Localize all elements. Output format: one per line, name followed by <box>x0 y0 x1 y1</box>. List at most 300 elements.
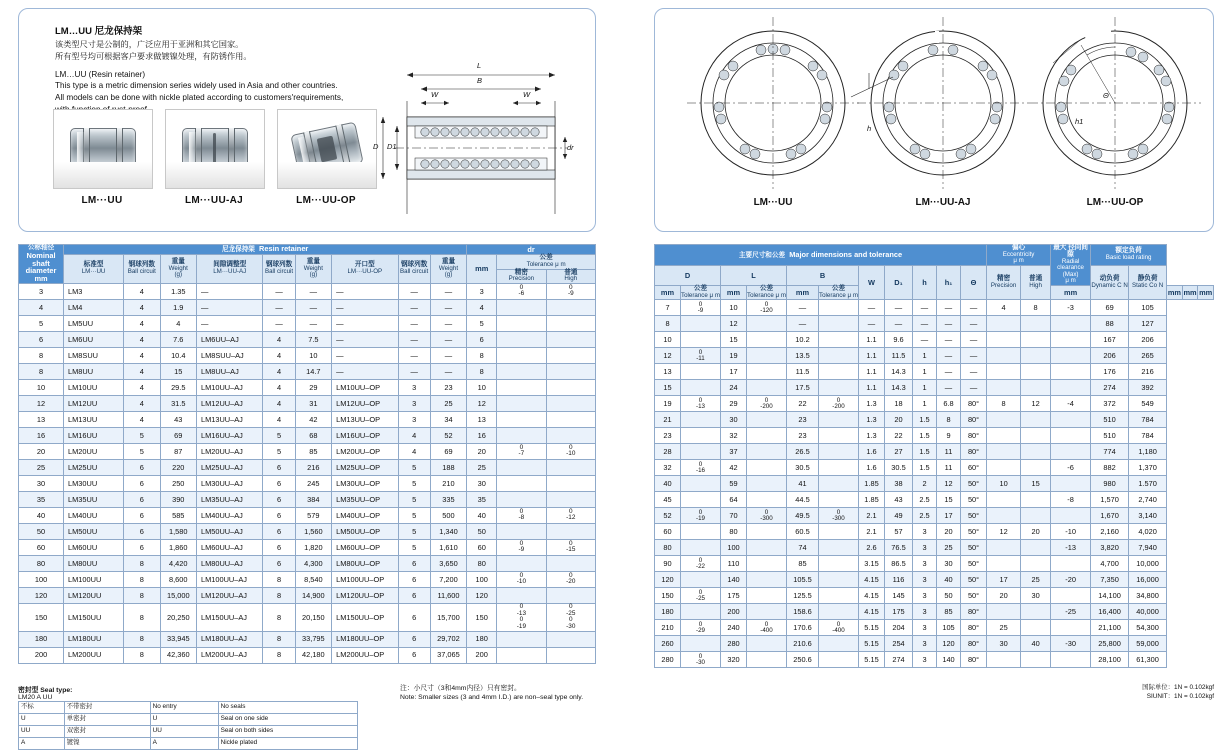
table-cell: 1,560 <box>295 523 331 539</box>
table-cell: 13 <box>19 411 64 427</box>
table-cell: 12 <box>655 348 681 364</box>
table-cell <box>819 492 859 508</box>
table-cell: 30 <box>1021 588 1051 604</box>
table-cell: 0 -30 <box>681 652 721 668</box>
table-cell: LM180UU–OP <box>332 631 398 647</box>
th-L-mm: mm <box>721 285 747 299</box>
table-cell <box>819 428 859 444</box>
table-cell: 4 <box>263 347 295 363</box>
th-D-tol: 公差 Tolerance μ m <box>681 284 720 299</box>
table-cell <box>747 476 787 492</box>
table-cell: 140 <box>937 652 961 668</box>
table-cell: 1.85 <box>859 476 885 492</box>
table-cell: 1.1 <box>859 348 885 364</box>
table-cell: 1,570 <box>1091 492 1129 508</box>
table-cell <box>747 636 787 652</box>
table-cell: 80° <box>961 396 987 412</box>
table-cell: LM13UU–OP <box>332 411 398 427</box>
table-cell: 6 <box>124 523 160 539</box>
left-description <box>55 25 355 116</box>
table-cell: 4,420 <box>160 555 196 571</box>
table-cell <box>819 524 859 540</box>
table-cell: 5 <box>124 427 160 443</box>
table-cell <box>819 604 859 620</box>
th-D1-mm: mm <box>1167 285 1183 299</box>
table-cell: 6 <box>263 555 295 571</box>
table-cell: 40 <box>19 507 64 523</box>
table-cell: — <box>913 316 937 332</box>
table-cell: 49.5 <box>787 508 819 524</box>
table-cell: 6 <box>124 491 160 507</box>
table-cell: 15 <box>721 332 747 348</box>
table-cell: 6 <box>263 507 295 523</box>
table-cell: 4 <box>124 299 160 315</box>
table-cell: 5.15 <box>859 620 885 636</box>
table-row <box>19 443 596 459</box>
table-cell: 5 <box>263 427 295 443</box>
legend-cell: 不带密封 <box>64 702 150 714</box>
table-row <box>19 395 596 411</box>
table-cell: — <box>787 316 819 332</box>
table-cell <box>546 427 595 443</box>
table-cell: 16 <box>467 427 497 443</box>
table-cell: 41 <box>787 476 819 492</box>
table-cell: 390 <box>160 491 196 507</box>
table-cell: -6 <box>1051 460 1091 476</box>
list-item <box>19 726 358 738</box>
table-cell <box>747 412 787 428</box>
table-cell <box>1021 492 1051 508</box>
desc-cn-1: 该类型尺寸是公制的，广泛应用于亚洲和其它国家。 <box>55 39 244 49</box>
table-cell: LM150UU <box>64 603 124 631</box>
table-cell: — <box>961 332 987 348</box>
table-cell: 8 <box>124 587 160 603</box>
table-row <box>655 524 1214 540</box>
table-cell: LM180UU–AJ <box>196 631 262 647</box>
table-cell: — <box>937 348 961 364</box>
table-cell: 8 <box>263 647 295 663</box>
table-cell: 29,702 <box>430 631 467 647</box>
table-cell <box>546 631 595 647</box>
table-cell <box>987 556 1021 572</box>
table-cell: 105 <box>1129 300 1167 316</box>
th-dynamic: 动负荷 Dynamic C N <box>1091 265 1129 299</box>
table-cell: 10 <box>19 379 64 395</box>
table-cell <box>1021 460 1051 476</box>
table-cell: 85 <box>787 556 819 572</box>
table-cell: LM10UU <box>64 379 124 395</box>
table-cell: 16,400 <box>1091 604 1129 620</box>
table-cell: LM35UU–OP <box>332 491 398 507</box>
table-cell: 8 <box>467 347 497 363</box>
table-cell: 35 <box>467 491 497 507</box>
table-cell <box>546 299 595 315</box>
table-cell <box>681 524 721 540</box>
table-cell: 32 <box>721 428 747 444</box>
table-cell: LM13UU <box>64 411 124 427</box>
table-cell: 4 <box>263 395 295 411</box>
table-cell: 210 <box>655 620 681 636</box>
table-cell: 280 <box>655 652 681 668</box>
table-cell: 29.5 <box>160 379 196 395</box>
table-cell: 1.5 <box>913 412 937 428</box>
table-cell <box>546 379 595 395</box>
dim-label-dr: dr <box>567 143 574 152</box>
th-h-mm: mm <box>1182 285 1198 299</box>
table-cell: 14,900 <box>295 587 331 603</box>
legend-cell: 双密封 <box>64 726 150 738</box>
table-cell: 2,160 <box>1091 524 1129 540</box>
table-row <box>19 571 596 587</box>
table-cell <box>1021 348 1051 364</box>
cross-section-svg <box>655 17 1211 197</box>
table-cell: 510 <box>1091 428 1129 444</box>
table-cell: 1.1 <box>859 332 885 348</box>
table-cell: 3 <box>467 283 497 299</box>
title-en: LM…UU (Resin retainer) <box>55 69 146 79</box>
table-cell <box>681 540 721 556</box>
table-cell: 80 <box>19 555 64 571</box>
table-cell: 40 <box>1021 636 1051 652</box>
table-cell: — <box>430 299 467 315</box>
table-cell <box>819 556 859 572</box>
table-row <box>19 647 596 663</box>
table-cell: LM6UU–AJ <box>196 331 262 347</box>
table-cell: LM100UU–AJ <box>196 571 262 587</box>
table-row <box>655 412 1214 428</box>
table-cell <box>1021 332 1051 348</box>
table-cell <box>1051 412 1091 428</box>
th-weight-3: 重量 Weight (g) <box>430 254 467 283</box>
table-row <box>655 556 1214 572</box>
table-cell: 167 <box>1091 332 1129 348</box>
table-cell: 87 <box>160 443 196 459</box>
table-cell: 510 <box>1091 412 1129 428</box>
table-cell: 5 <box>398 539 430 555</box>
right-section-panel <box>654 8 1214 232</box>
table-cell <box>497 331 546 347</box>
table-row <box>655 476 1214 492</box>
table-cell: 549 <box>1129 396 1167 412</box>
table-cell <box>987 364 1021 380</box>
table-cell: 4 <box>467 299 497 315</box>
table-cell <box>819 348 859 364</box>
table-cell: 6 <box>19 331 64 347</box>
table-cell: 3 <box>398 379 430 395</box>
table-cell <box>1051 556 1091 572</box>
table-cell: 5 <box>19 315 64 331</box>
table-row <box>655 604 1214 620</box>
table-cell: 74 <box>787 540 819 556</box>
table-cell: LM120UU–OP <box>332 587 398 603</box>
table-cell: 40 <box>937 572 961 588</box>
table-cell: 200 <box>467 647 497 663</box>
table-row <box>655 332 1214 348</box>
table-cell: LM100UU <box>64 571 124 587</box>
table-cell: 24 <box>721 380 747 396</box>
table-cell: 4 <box>124 315 160 331</box>
table-cell: 15 <box>937 492 961 508</box>
table-cell: LM12UU–OP <box>332 395 398 411</box>
table-cell <box>1021 620 1051 636</box>
table-cell: 105.5 <box>787 572 819 588</box>
table-cell: LM6UU <box>64 331 124 347</box>
th-load-rating: 额定负荷 Basic load rating <box>1091 245 1167 266</box>
table-cell: 30 <box>721 412 747 428</box>
table-row <box>19 507 596 523</box>
table-cell: 4 <box>263 331 295 347</box>
table-cell <box>987 428 1021 444</box>
table-cell: 150 <box>467 603 497 631</box>
table-cell: 6 <box>398 647 430 663</box>
table-cell: 0 -22 <box>681 556 721 572</box>
table-cell: 4 <box>124 363 160 379</box>
table-cell <box>747 380 787 396</box>
table-cell: — <box>263 299 295 315</box>
table-cell <box>987 332 1021 348</box>
table-cell: 4.15 <box>859 604 885 620</box>
table-cell: LM10UU–OP <box>332 379 398 395</box>
th-open-type: 开口型 LM···UU-OP <box>332 254 398 283</box>
table-cell: 15,000 <box>160 587 196 603</box>
th-B-tol: 公差 Tolerance μ m <box>819 284 858 299</box>
table-cell: LM16UU <box>64 427 124 443</box>
table-cell: LM8UU <box>64 363 124 379</box>
table-cell: 980 <box>1091 476 1129 492</box>
table-cell: 392 <box>1129 380 1167 396</box>
table-cell: 7.5 <box>295 331 331 347</box>
seal-legend-code: LM20 A UU <box>18 694 53 701</box>
legend-cell: 不标 <box>19 702 65 714</box>
table-cell: 5 <box>124 443 160 459</box>
table-cell <box>987 316 1021 332</box>
table-cell: 8 <box>937 412 961 428</box>
table-cell <box>681 364 721 380</box>
table-cell: 5.15 <box>859 652 885 668</box>
table-cell: 5 <box>398 507 430 523</box>
table-cell: — <box>430 347 467 363</box>
table-cell: — <box>295 315 331 331</box>
table-cell: 3 <box>913 636 937 652</box>
table-cell <box>747 492 787 508</box>
dim-label-W1: W <box>431 90 439 99</box>
table-cell: 7 <box>655 300 681 316</box>
table-cell: 1,370 <box>1129 460 1167 476</box>
table-cell: 4 <box>124 347 160 363</box>
table-row <box>19 587 596 603</box>
table-cell: — <box>885 316 913 332</box>
table-cell <box>1051 476 1091 492</box>
list-item <box>19 738 358 750</box>
dim-label-L: L <box>477 61 482 70</box>
table-cell: 6.8 <box>937 396 961 412</box>
table-cell: 11.5 <box>787 364 819 380</box>
table-cell: 882 <box>1091 460 1129 476</box>
table-cell: — <box>332 283 398 299</box>
dimension-drawing-svg <box>369 49 579 219</box>
table-cell <box>1021 428 1051 444</box>
table-cell: 30 <box>937 556 961 572</box>
th-h: h <box>913 265 937 299</box>
table-cell: 19 <box>655 396 681 412</box>
table-cell: 18 <box>885 396 913 412</box>
table-cell: 3 <box>398 395 430 411</box>
table-cell: 5 <box>398 523 430 539</box>
table-row <box>655 380 1214 396</box>
table-cell: 6 <box>263 539 295 555</box>
table-cell: -10 <box>1051 524 1091 540</box>
annot-theta: Θ <box>1103 91 1109 100</box>
table-cell: 45 <box>655 492 681 508</box>
table-cell: 40 <box>467 507 497 523</box>
table-cell: -25 <box>1051 604 1091 620</box>
table-cell: 1 <box>913 364 937 380</box>
table-cell <box>1021 508 1051 524</box>
table-cell: 500 <box>430 507 467 523</box>
table-cell: 2.1 <box>859 508 885 524</box>
table-cell <box>819 380 859 396</box>
table-cell: LM40UU–AJ <box>196 507 262 523</box>
table-cell: 6 <box>398 603 430 631</box>
table-cell: 4 <box>124 395 160 411</box>
table-cell <box>819 444 859 460</box>
table-cell: 17 <box>721 364 747 380</box>
table-cell: 14,100 <box>1091 588 1129 604</box>
table-cell <box>747 332 787 348</box>
table-cell <box>546 491 595 507</box>
table-cell: 105 <box>937 620 961 636</box>
table-cell <box>1051 508 1091 524</box>
legend-cell: U <box>19 714 65 726</box>
table-row <box>655 572 1214 588</box>
table-cell: 25 <box>1021 572 1051 588</box>
table-cell: 4 <box>19 299 64 315</box>
table-cell: 29 <box>721 396 747 412</box>
table-cell: LM80UU–AJ <box>196 555 262 571</box>
table-row <box>19 411 596 427</box>
table-cell: 68 <box>295 427 331 443</box>
table-cell: — <box>961 364 987 380</box>
table-cell <box>1051 348 1091 364</box>
table-cell: LM100UU–OP <box>332 571 398 587</box>
table-cell: LM10UU–AJ <box>196 379 262 395</box>
table-row <box>19 283 596 299</box>
table-cell <box>1021 364 1051 380</box>
ring-label-aj: LM···UU-AJ <box>915 197 971 208</box>
table-cell: -3 <box>1051 300 1091 316</box>
table-cell <box>819 540 859 556</box>
table-cell: 3,140 <box>1129 508 1167 524</box>
th-B-mm: mm <box>787 285 819 299</box>
table-cell: 40,000 <box>1129 604 1167 620</box>
table-cell: — <box>859 316 885 332</box>
table-cell: 1.3 <box>859 412 885 428</box>
table-cell: 10.2 <box>787 332 819 348</box>
table-cell: LM25UU–OP <box>332 459 398 475</box>
table-cell: 50° <box>961 556 987 572</box>
table-cell: — <box>398 315 430 331</box>
table-cell <box>497 379 546 395</box>
table-cell: 145 <box>885 588 913 604</box>
table-cell: 4 <box>263 379 295 395</box>
table-cell: 0 -9 <box>497 539 546 555</box>
table-cell <box>1051 588 1091 604</box>
annot-h: h <box>867 124 872 133</box>
table-cell: 43 <box>885 492 913 508</box>
table-cell: 1.570 <box>1129 476 1167 492</box>
table-cell: 1.5 <box>913 444 937 460</box>
table-row <box>19 347 596 363</box>
table-cell: LM200UU–OP <box>332 647 398 663</box>
table-cell <box>987 412 1021 428</box>
table-cell <box>497 427 546 443</box>
table-cell: 7,940 <box>1129 540 1167 556</box>
product-photos <box>53 109 375 206</box>
table-cell: 59 <box>721 476 747 492</box>
table-cell <box>1051 364 1091 380</box>
table-cell: 13 <box>467 411 497 427</box>
table-cell: 10 <box>721 300 747 316</box>
table-cell: 80° <box>961 428 987 444</box>
ring-label-uu: LM···UU <box>753 197 793 208</box>
table-cell: 4 <box>398 443 430 459</box>
table-row <box>655 508 1214 524</box>
table-cell: 180 <box>19 631 64 647</box>
table-cell: LM20UU–AJ <box>196 443 262 459</box>
table-cell: 8,600 <box>160 571 196 587</box>
legend-cell: A <box>19 738 65 750</box>
table-cell: 23 <box>787 412 819 428</box>
table-cell: LM25UU–AJ <box>196 459 262 475</box>
table-row <box>19 603 596 631</box>
dimension-drawing <box>369 49 579 219</box>
table-cell: 50 <box>937 588 961 604</box>
table-cell: 4 <box>263 363 295 379</box>
table-cell: -4 <box>1051 396 1091 412</box>
table-row <box>655 316 1214 332</box>
table-cell: 32 <box>655 460 681 476</box>
table-cell: — <box>430 363 467 379</box>
legend-cell: No entry <box>150 702 218 714</box>
table-cell: 3 <box>913 604 937 620</box>
table-cell: 23 <box>430 379 467 395</box>
table-cell: 7,350 <box>1091 572 1129 588</box>
table-cell: 27 <box>885 444 913 460</box>
table-cell: 3 <box>913 556 937 572</box>
table-cell: 49 <box>885 508 913 524</box>
table-cell: 8 <box>19 347 64 363</box>
table-cell: 8 <box>124 555 160 571</box>
table-cell: 13.5 <box>787 348 819 364</box>
table-cell: — <box>398 331 430 347</box>
table-cell <box>1021 540 1051 556</box>
legend-cell: Nickle plated <box>218 738 357 750</box>
table-cell: 0 -15 <box>546 539 595 555</box>
table-cell: — <box>937 300 961 316</box>
th-ball-2: 钢球列数 Ball circuit <box>263 254 295 283</box>
table-cell: LM40UU <box>64 507 124 523</box>
table-cell: 320 <box>721 652 747 668</box>
table-cell: 16,000 <box>1129 572 1167 588</box>
table-cell <box>1021 556 1051 572</box>
table-cell <box>1051 380 1091 396</box>
table-row <box>655 620 1214 636</box>
table-cell: 15 <box>160 363 196 379</box>
th-adjust-type: 间隙调整型 LM···UU-AJ <box>196 254 262 283</box>
table-cell: 12 <box>987 524 1021 540</box>
table-cell: 150 <box>19 603 64 631</box>
table-cell: 13 <box>655 364 681 380</box>
